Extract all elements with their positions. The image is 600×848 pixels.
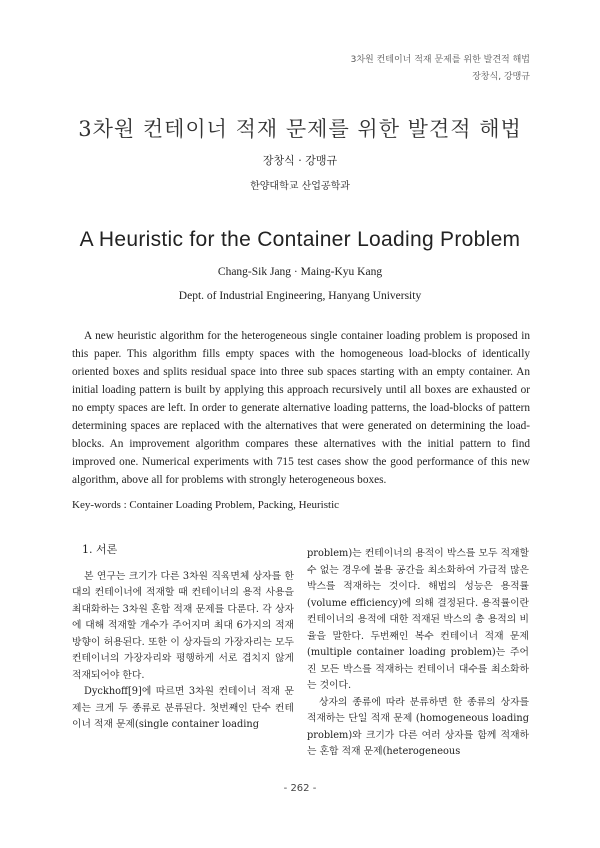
english-title: A Heuristic for the Container Loading Problem	[79, 228, 521, 251]
korean-title: 3차원 컨테이너 적재 문제를 위한 발견적 해법	[78, 117, 522, 141]
paragraph: problem)는 컨테이너의 용적이 박스를 모두 적재할 수 없는 경우에 불용 공간을 최소화하여 가급적 많은 박스를 적재하는 것이다. 해법의 성능은 용적률(volume efficiency)에 의해 결정된다. 용적률이란 컨테이너의 용적에 대한 적재된 박스의 총 용적의 비율을 말한다. 두번째인 복수 컨테이너 적재 문제(multiple container loading problem)는 주어진 모든 박스를 적재하는 컨테이너 대수를 최소화하는 것이다.	[307, 548, 529, 691]
body-column-left	[72, 542, 294, 734]
paragraph: Dyckhoff[9]에 따르면 3차원 컨테이너 적재 문제는 크게 두 종류로 분류된다. 첫번째인 단수 컨테이너 적재 문제(single container loading	[72, 686, 294, 730]
running-head	[351, 52, 530, 86]
running-head-title: 3차원 컨테이너 적재 문제를 위한 발견적 해법	[350, 55, 530, 65]
body-column-right	[307, 546, 529, 761]
korean-affiliation: 한양대학교 산업공학과	[250, 181, 350, 192]
english-affiliation: Dept. of Industrial Engineering, Hanyang University	[178, 290, 422, 302]
paragraph: 본 연구는 크기가 다른 3차원 직육면체 상자를 한 대의 컨테이너에 적재할 때 컨테이너의 용적 사용을 최대화하는 3차원 혼합 적재 문제를 다룬다. 각 상자에 대해 적재할 개수가 주어지며 최대 6가지의 적재 방향이 허용된다. 또한 이 상자들의 가장자리는 모두 컨테이너의 가장자리와 평행하게 서로 겹치지 않게 적재되어야 한다.	[72, 570, 294, 681]
paragraph: 상자의 종류에 따라 분류하면 한 종류의 상자를 적재하는 단일 적재 문제 (homogeneous loading problem)와 크기가 다른 여러 상자를 함께 적재하는 혼합 적재 문제(heterogeneous	[307, 696, 529, 757]
section-heading: 1. 서론	[82, 543, 118, 556]
korean-authors: 장창식 · 강맹규	[262, 154, 338, 167]
english-authors: Chang-Sik Jang · Maing-Kyu Kang	[217, 266, 383, 278]
running-head-authors: 장창식, 강맹규	[472, 72, 530, 82]
keywords: Key-words : Container Loading Problem, Packing, Heuristic	[72, 499, 340, 511]
abstract: A new heuristic algorithm for the heterogeneous single container loading problem is proposed in this paper. This algorithm fills empty spaces with the homogeneous load-blocks of identically oriented boxes and splits residual space into three sub spaces starting with an empty container. An initial loading pattern is built by applying this approach recursively until all boxes are exhausted or no empty spaces are left. In order to generate alternative loading patterns, the load-blocks of pattern determining spaces are replaced with the alternatives that were generated on determining the load-blocks. An improvement algorithm compares these alternatives with the initial pattern to find improved one. Numerical experiments with 715 test cases show the good performance of this new algorithm, above all for problems with strongly heterogeneous boxes.	[72, 330, 530, 486]
page-number: - 262 -	[283, 783, 317, 794]
